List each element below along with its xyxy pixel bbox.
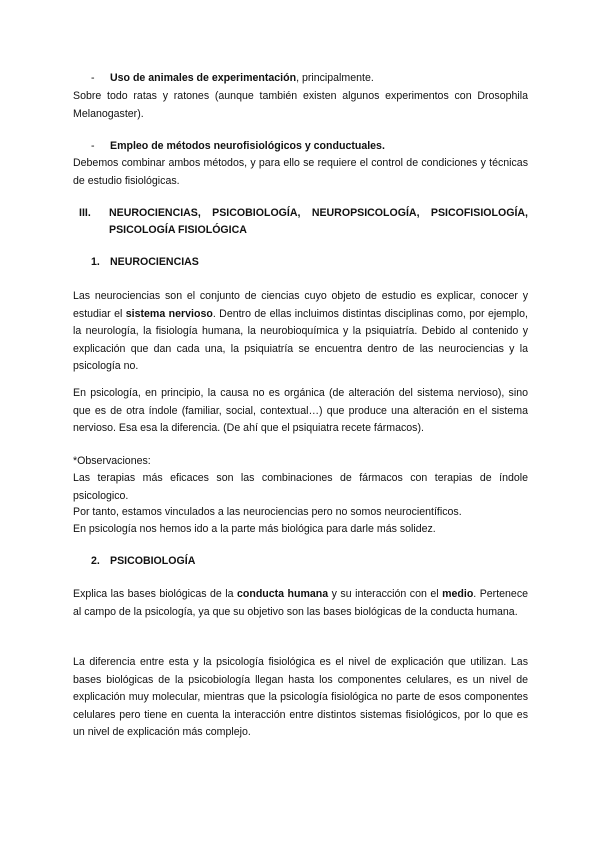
observation-line: Por tanto, estamos vinculados a las neurociencias pero no somos neurocientíficos. <box>73 506 462 518</box>
text-span: . Pertenece al campo de la psicología, ya que su objetivo son las bases biológicas de la conducta humana. <box>73 588 529 618</box>
section-title-word: NEUROPSICOLOGÍA, <box>311 207 420 219</box>
bullet-bold-text: Empleo de métodos neurofisiológicos y conductuales. <box>110 140 385 152</box>
paragraph-psicobiologia-definition <box>73 586 528 621</box>
bullet-bold-text: Uso de animales de experimentación <box>110 72 297 84</box>
text-span: . Dentro de ellas incluimos distintas disciplinas como, por ejemplo, la neurología, la fisiología humana, la neurobioquímica y la psiquiatría. Debido al contenido y explicación que dan cada una, la psiquiatría se encuentra dentro de las neurociencias y la psicología no. <box>73 307 528 372</box>
paragraph-methods: Debemos combinar ambos métodos, y para ello se requiere el control de condiciones y técnicas de estudio fisiológicas. <box>73 157 528 187</box>
subsection-title: NEUROCIENCIAS <box>110 256 199 268</box>
subsection-title: PSICOBIOLOGÍA <box>110 555 196 567</box>
bullet-rest-text: , principalmente. <box>296 72 374 84</box>
bold-term: medio <box>442 588 474 600</box>
bullet-dash: - <box>91 72 95 84</box>
bold-term: conducta humana <box>236 588 329 600</box>
paragraph-neurociencias-definition <box>73 288 528 376</box>
paragraph-psicobiologia-difference: La diferencia entre esta y la psicología fisiológica es el nivel de explicación que utilizan. Las bases biológicas de la psicobiología llegan hasta los componentes celulares, es un nivel de explicación muy molecular, mientras que la psicología fisiológica no parte de esos componentes celulares pero tiene en cuenta la interacción entre distintos sistemas fisiológicos, por lo que es un nivel de explicación más complejo. <box>73 656 528 738</box>
section-heading-iii <box>73 205 528 241</box>
bullet-text <box>110 70 528 88</box>
paragraph-animals: Sobre todo ratas y ratones (aunque también existen algunos experimentos con Drosophila Melanogaster). <box>73 90 528 120</box>
text-span: y su interacción con el <box>328 588 443 600</box>
section-title <box>109 205 528 239</box>
subsection-number: 1. <box>91 256 100 268</box>
observation-line: En psicología nos hemos ido a la parte más biológica para darle más solidez. <box>73 523 436 535</box>
section-title-word: NEUROCIENCIAS, <box>109 207 201 219</box>
text-span: Las neurociencias son el conjunto de ciencias cuyo objeto de estudio es explicar, conocer y estudiar el <box>73 290 528 320</box>
text-span: Explica las bases biológicas de la <box>73 588 237 600</box>
bold-term: sistema nervioso <box>125 307 213 320</box>
observation-line: Las terapias más eficaces son las combinaciones de fármacos con terapias de índole psicologico. <box>73 472 528 502</box>
observations-title: *Observaciones: <box>73 455 151 467</box>
paragraph-psychology-cause: En psicología, en principio, la causa no es orgánica (de alteración del sistema nervioso), sino que es de otra índole (familiar, social, contextual…) que produce una alteración en el sistema nervioso. Esa esa la diferencia. (De ahí que el psiquiatra recete fármacos). <box>73 387 528 434</box>
section-title-word: PSICOFISIOLOGÍA, <box>430 207 528 219</box>
section-title-word: PSICOBIOLOGÍA, <box>212 207 301 219</box>
bullet-dash: - <box>91 140 95 152</box>
section-numeral: III. <box>79 207 91 219</box>
section-title-line2: PSICOLOGÍA FISIOLÓGICA <box>109 224 247 236</box>
subsection-number: 2. <box>91 555 100 567</box>
